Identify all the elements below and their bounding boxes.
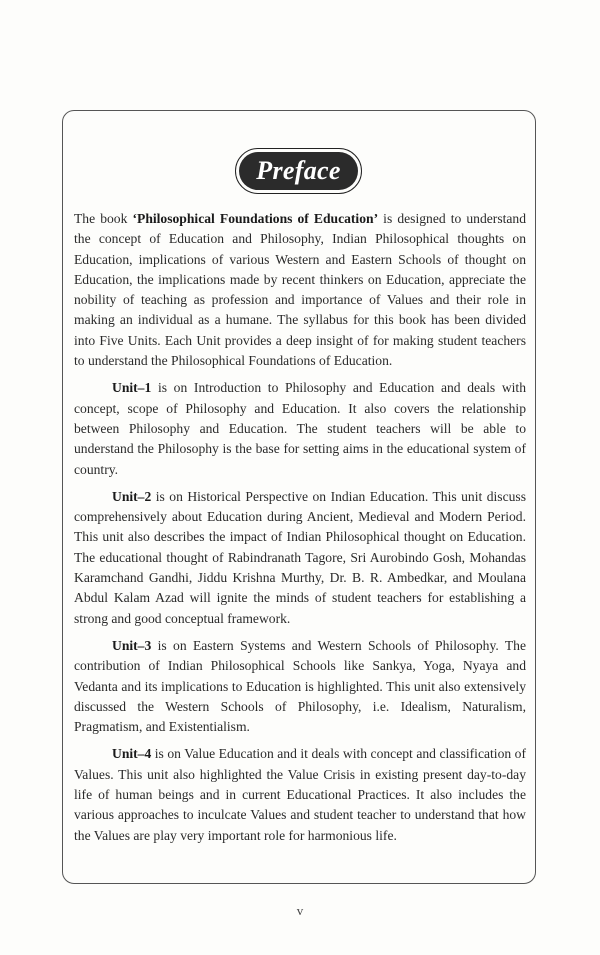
unit-text: is on Value Education and it deals with concept and classification of Values. This unit also highlighted the Value Crisis in existing present day-to-day life of human beings and in current Educational Practices. It also includes the various approaches to inculcate Values and student teacher to understand that how the Values are play very important role for harmonious life.: [74, 746, 526, 843]
unit-4-paragraph: [74, 744, 526, 845]
book-title: ‘Philosophical Foundations of Education’: [132, 211, 379, 226]
intro-text-before: The book: [74, 211, 133, 226]
unit-1-paragraph: [74, 378, 526, 479]
page-title: Preface: [239, 152, 358, 190]
title-badge: [235, 148, 362, 194]
unit-label: Unit–1: [112, 380, 152, 396]
page-number: v: [296, 903, 304, 918]
unit-text: is on Historical Perspective on Indian Education. This unit discuss comprehensively about Education during Ancient, Medieval and Modern Period. This unit also describes the impact of Indian Philosophical thought on Education. The educational thought of Rabindranath Tagore, Sri Aurobindo Gosh, Mohandas Karamchand Gandhi, Jiddu Krishna Murthy, Dr. B. R. Ambedkar, and Moulana Abdul Kalam Azad will ignite the minds of student teachers for establishing a strong and good conceptual framework.: [74, 488, 526, 626]
unit-label: Unit–4: [112, 746, 152, 762]
unit-label: Unit–2: [112, 488, 152, 504]
intro-text-after: is designed to understand the concept of Education and Philosophy, Indian Philosophical thoughts on Education, implications of various Western and Eastern Schools of thought on Education, the implications made by recent thinkers on Education, appreciate the nobility of teaching as profession and importance of Values and their role in making an individual as a humane. The syllabus for this book has been divided into Five Units. Each Unit provides a deep insight of for making student teachers to understand the Philosophical Foundations of Education.: [74, 211, 527, 369]
unit-3-paragraph: [74, 636, 526, 737]
unit-text: is on Eastern Systems and Western Schools of Philosophy. The contribution of Indian Philosophical Schools like Sankya, Yoga, Nyaya and Vedanta and its implications to Education is highlighted. This unit also extensively discussed the Western Schools of Philosophy, i.e. Idealism, Naturalism, Pragmatism, and Existentialism.: [74, 637, 526, 735]
intro-paragraph: [74, 209, 526, 371]
unit-label: Unit–3: [112, 637, 152, 653]
unit-2-paragraph: [74, 487, 526, 629]
preface-body: [74, 209, 526, 853]
unit-text: is on Introduction to Philosophy and Education and deals with concept, scope of Philosophy and Education. It also covers the relationship between Philosophy and Education. The student teachers will be able to understand the Philosophy is the base for setting aims in the educational system of country.: [74, 380, 526, 477]
